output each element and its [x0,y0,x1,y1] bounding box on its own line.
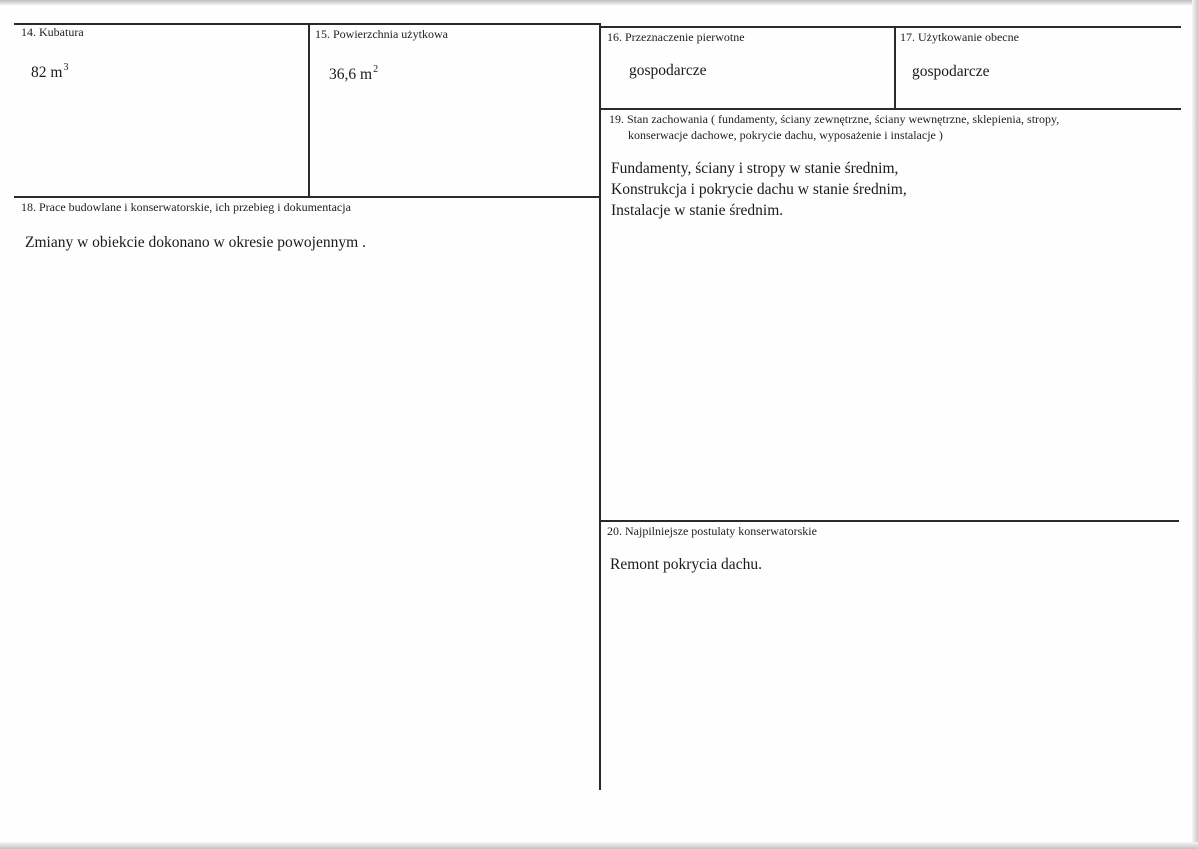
field-15-number: 36,6 m [329,66,373,83]
field-16-value: gospodarcze [629,62,707,79]
divider-row-20 [601,520,1179,522]
divider-16-17 [894,26,896,109]
field-19-value-line: Fundamenty, ściany i stropy w stanie średnim, [611,160,899,177]
field-17-value: gospodarcze [912,63,990,80]
field-18-label: 18. Prace budowlane i konserwatorskie, ich przebieg i dokumentacja [21,200,351,214]
field-19-value-line: Konstrukcja i pokrycie dachu w stanie średnim, [611,181,907,198]
field-17-label: 17. Użytkowanie obecne [900,30,1019,44]
field-15-label: 15. Powierzchnia użytkowa [315,27,448,41]
top-border-right [601,26,1181,28]
field-19-label-line1: 19. Stan zachowania ( fundamenty, ściany zewnętrzne, ściany wewnętrzne, sklepienia, stropy, [609,112,1060,126]
divider-row-19 [601,108,1181,110]
field-20-value: Remont pokrycia dachu. [610,556,762,573]
divider-row-18 [14,196,601,198]
scan-edge-right [1192,0,1198,849]
scan-edge-bottom [0,842,1198,849]
field-15-exponent: 2 [373,64,379,75]
field-14-label: 14. Kubatura [21,25,84,39]
main-vertical-divider [599,23,601,790]
field-14-value [31,57,68,83]
field-19-label-line2: konserwacje dachowe, pokrycie dachu, wyposażenie i instalacje ) [628,128,943,142]
field-19-value [611,158,907,221]
field-16-label: 16. Przeznaczenie pierwotne [607,30,745,44]
field-14-exponent: 3 [63,62,69,73]
divider-14-15 [308,23,310,197]
field-18-value: Zmiany w obiekcie dokonano w okresie powojennym . [25,234,366,251]
field-14-number: 82 m [31,64,63,81]
scan-edge-top [0,0,1198,5]
field-20-label: 20. Najpilniejsze postulaty konserwatorskie [607,524,817,538]
field-15-value [329,59,378,85]
field-19-value-line: Instalacje w stanie średnim. [611,202,784,219]
